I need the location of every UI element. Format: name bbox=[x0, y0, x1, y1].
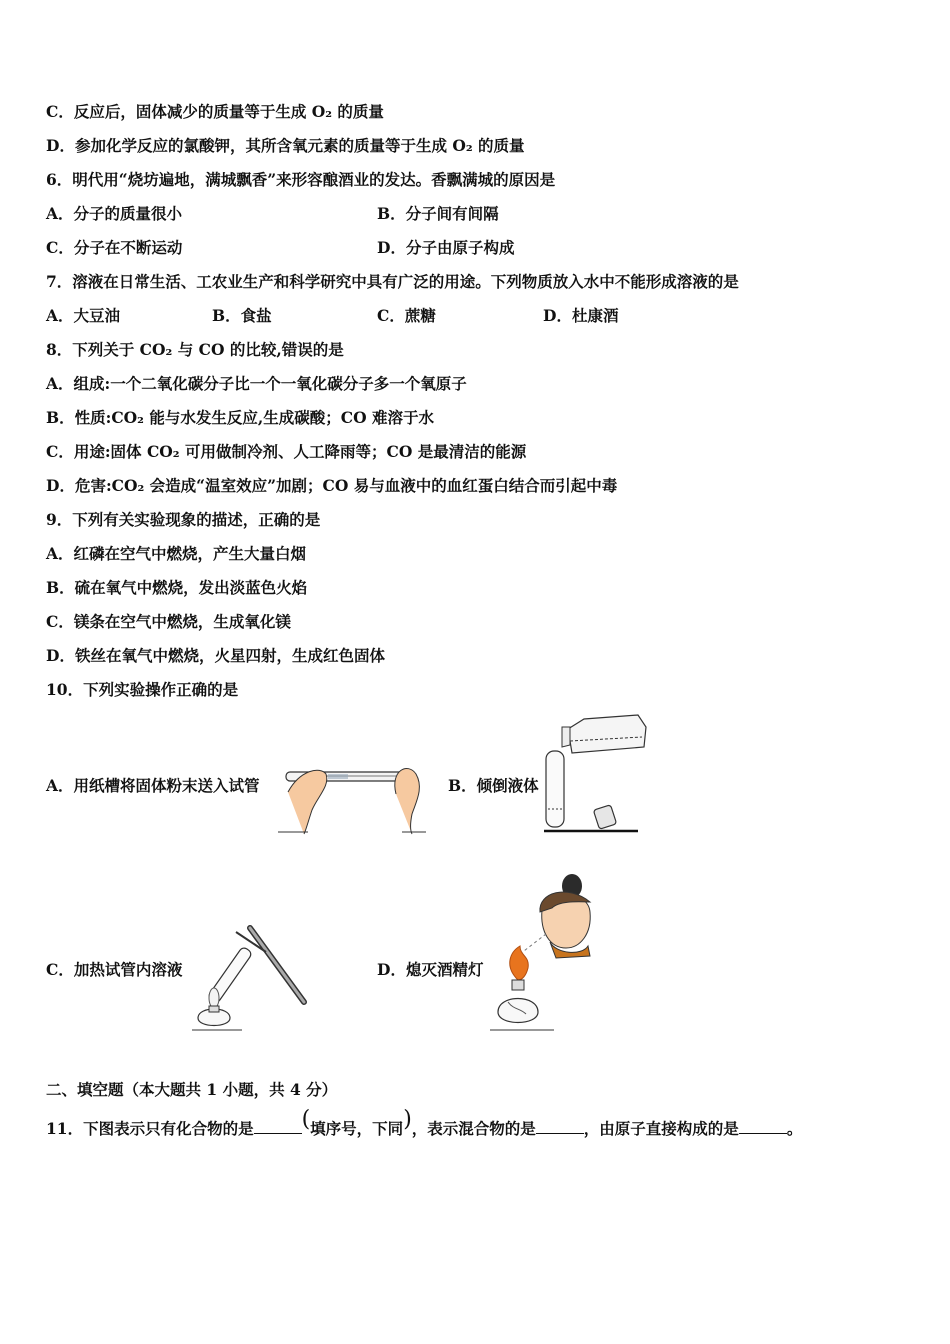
q10-option-a: A．用纸槽将固体粉末送入试管 bbox=[46, 776, 260, 795]
pouring-liquid-figure bbox=[540, 705, 652, 837]
q9-option-c: C．镁条在空气中燃烧，生成氧化镁 bbox=[46, 612, 291, 631]
q11-text-4: ，由原子直接构成的是 bbox=[583, 1119, 739, 1138]
q11-stem bbox=[46, 1107, 803, 1139]
q7-option-a: A．大豆油 bbox=[46, 306, 121, 325]
q8-option-b: B．性质:CO₂ 能与水发生反应,生成碳酸；CO 难溶于水 bbox=[46, 408, 434, 427]
q5-option-d: D．参加化学反应的氯酸钾，其所含氧元素的质量等于生成 O₂ 的质量 bbox=[46, 136, 525, 155]
q11-text-3: ，表示混合物的是 bbox=[411, 1119, 536, 1138]
q7-option-d: D．杜康酒 bbox=[543, 306, 619, 325]
q6-stem: 6．明代用“烧坊遍地，满城飘香”来形容酿酒业的发达。香飘满城的原因是 bbox=[46, 170, 556, 189]
q6-option-c: C．分子在不断运动 bbox=[46, 238, 183, 257]
q9-stem: 9．下列有关实验现象的描述，正确的是 bbox=[46, 510, 321, 529]
q8-option-c: C．用途:固体 CO₂ 可用做制冷剂、人工降雨等；CO 是最清洁的能源 bbox=[46, 442, 527, 461]
q6-option-d: D．分子由原子构成 bbox=[377, 238, 515, 257]
heating-test-tube-figure bbox=[192, 922, 308, 1036]
section-title: 二、填空题（本大题共 1 小题，共 4 分） bbox=[46, 1080, 338, 1099]
q10-option-d: D．熄灭酒精灯 bbox=[377, 960, 484, 979]
q11-text-1: 11．下图表示只有化合物的是 bbox=[46, 1119, 254, 1138]
q8-stem: 8．下列关于 CO₂ 与 CO 的比较,错误的是 bbox=[46, 340, 344, 359]
q7-option-c: C．蔗糖 bbox=[377, 306, 436, 325]
q9-option-a: A．红磷在空气中燃烧，产生大量白烟 bbox=[46, 544, 307, 563]
q7-stem: 7．溶液在日常生活、工农业生产和科学研究中具有广泛的用途。下列物质放入水中不能形成溶液的是 bbox=[46, 272, 739, 291]
q10-option-b: B．倾倒液体 bbox=[448, 776, 539, 795]
q6-option-b: B．分子间有间隔 bbox=[377, 204, 499, 223]
q8-option-a: A．组成:一个二氧化碳分子比一个一氧化碳分子多一个氧原子 bbox=[46, 374, 467, 393]
q11-text-2: 填序号，下同 bbox=[310, 1119, 404, 1138]
q9-option-b: B．硫在氧气中燃烧，发出淡蓝色火焰 bbox=[46, 578, 308, 597]
blowing-alcohol-lamp-figure bbox=[490, 872, 610, 1038]
answer-blank-2[interactable] bbox=[536, 1119, 584, 1134]
q11-text-5: 。 bbox=[786, 1119, 803, 1138]
q10-stem: 10．下列实验操作正确的是 bbox=[46, 680, 239, 699]
answer-blank-1[interactable] bbox=[254, 1119, 302, 1134]
close-paren: ) bbox=[403, 1107, 412, 1132]
answer-blank-3[interactable] bbox=[739, 1119, 787, 1134]
q7-option-b: B．食盐 bbox=[212, 306, 272, 325]
q9-option-d: D．铁丝在氧气中燃烧，火星四射，生成红色固体 bbox=[46, 646, 385, 665]
q6-option-a: A．分子的质量很小 bbox=[46, 204, 183, 223]
paper-trough-figure bbox=[278, 752, 426, 834]
q5-option-c: C．反应后，固体减少的质量等于生成 O₂ 的质量 bbox=[46, 102, 384, 121]
open-paren: ( bbox=[301, 1107, 311, 1132]
q10-option-c: C．加热试管内溶液 bbox=[46, 960, 183, 979]
q8-option-d: D．危害:CO₂ 会造成“温室效应”加剧；CO 易与血液中的血红蛋白结合而引起中毒 bbox=[46, 476, 618, 495]
